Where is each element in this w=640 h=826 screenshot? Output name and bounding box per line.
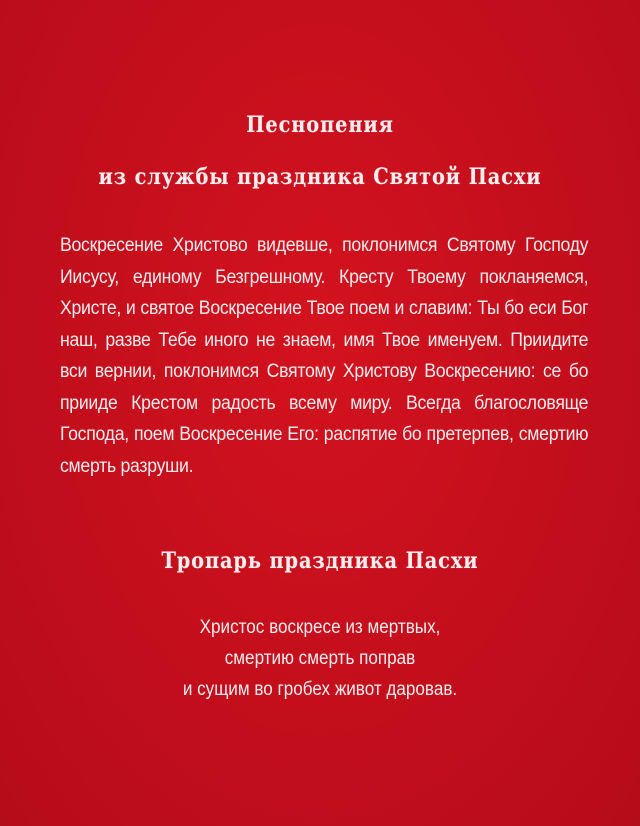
troparion-heading: Тропарь праздника Пасхи (161, 548, 479, 574)
troparion-line-2: смертию смерть поправ (224, 648, 416, 669)
page-title: Песнопения (246, 112, 394, 138)
troparion-verse (0, 612, 640, 705)
hymn-text: Воскресение Христово видевше, поклонимся Святому Господу Иисусу, единому Безгрешному. Кресту Твоему покланяемся, Христе, и святое Воскресение Твое поем и славим: Ты бо еси Бог наш, разве Тебе иного не знаем, имя Твое именуем. Приидите вси вернии, поклонимся Святому Христову Воскресению: се бо прииде Крестом радость всему миру. Всегда благословяще Господа, поем Воскресение Его: распятие бо претерпев, смертию смерть разруши. (60, 235, 589, 477)
troparion-line-3: и сущим во гробех живот даровав. (182, 679, 458, 700)
troparion-line-1: Христос воскресе из мертвых, (199, 617, 441, 638)
page-subtitle: из службы праздника Святой Пасхи (98, 164, 542, 190)
